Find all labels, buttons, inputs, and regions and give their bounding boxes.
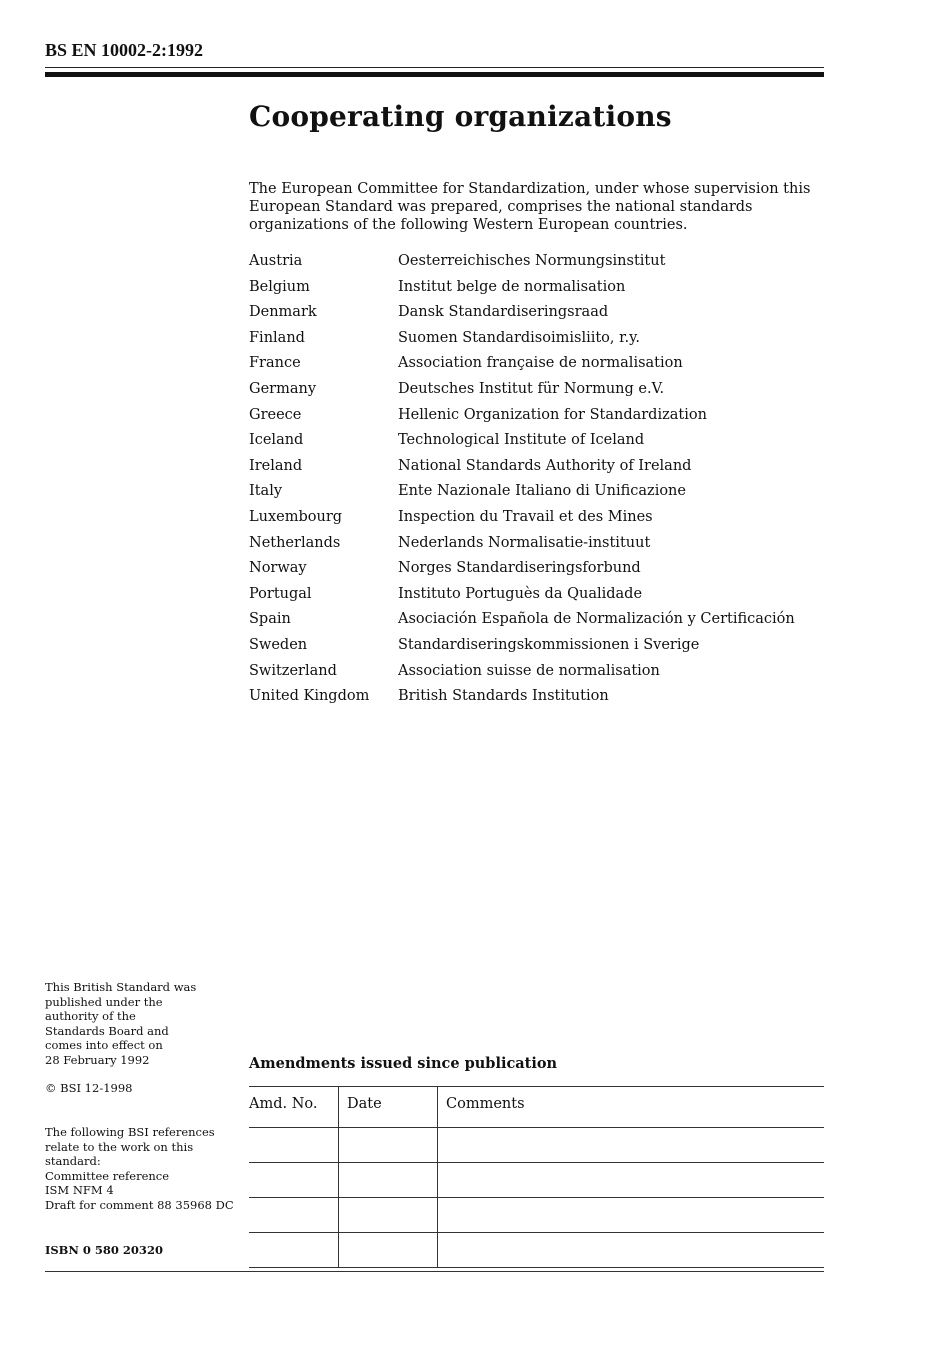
header-rule-thin: [45, 67, 824, 68]
organization-row: [249, 430, 795, 456]
organization-name: Institut belge de normalisation: [398, 278, 626, 295]
organization-row: [249, 507, 795, 533]
note-line: authority of the: [45, 1009, 136, 1024]
organization-name: Dansk Standardiseringsraad: [398, 304, 609, 321]
amendment-cell: [339, 1128, 438, 1163]
amendment-cell: [438, 1163, 825, 1198]
organization-list: [249, 251, 795, 712]
organization-name: Standardiseringskommissionen i Sverige: [398, 636, 700, 653]
organization-row: [249, 277, 795, 303]
country-name: Luxembourg: [249, 508, 343, 525]
organization-row: [249, 353, 795, 379]
organization-name: Nederlands Normalisatie-instituut: [398, 534, 651, 551]
country-name: Germany: [249, 380, 317, 397]
country-name: Netherlands: [249, 534, 341, 551]
organization-row: [249, 584, 795, 610]
organization-name: Deutsches Institut für Normung e.V.: [398, 380, 665, 397]
amendment-row: [249, 1163, 824, 1198]
note-line: published under the: [45, 994, 163, 1009]
country-name: United Kingdom: [249, 688, 370, 705]
organization-name: Hellenic Organization for Standardization: [398, 406, 707, 423]
intro-paragraph: The European Committee for Standardization, under whose supervision this European Standard was prepared, comprises the national standards organizations of the following Western European countries.: [249, 181, 811, 233]
amendment-row: [249, 1128, 824, 1163]
note-line: relate to the work on this: [45, 1139, 194, 1154]
amendment-cell: [438, 1233, 825, 1268]
organization-name: Ente Nazionale Italiano di Unificazione: [398, 483, 686, 500]
country-name: Italy: [249, 483, 283, 500]
organization-name: National Standards Authority of Ireland: [398, 457, 692, 474]
organization-row: [249, 302, 795, 328]
amendment-cell: [438, 1198, 825, 1233]
column-comments: Comments: [438, 1087, 825, 1128]
amendment-cell: [249, 1163, 339, 1198]
note-line: ISM NFM 4: [45, 1183, 114, 1198]
country-name: France: [249, 355, 301, 372]
organization-name: Association française de normalisation: [398, 355, 683, 372]
note-line: 28 February 1992: [45, 1052, 150, 1067]
organization-name: Suomen Standardisoimisliito, r.y.: [398, 329, 640, 346]
bsi-references: [45, 1125, 235, 1213]
organization-row: [249, 481, 795, 507]
organization-row: [249, 558, 795, 584]
amendment-cell: [249, 1198, 339, 1233]
amendments-table: [249, 1086, 824, 1268]
note-line: standard:: [45, 1154, 101, 1169]
country-name: Finland: [249, 329, 305, 346]
amendment-cell: [249, 1233, 339, 1268]
country-name: Spain: [249, 611, 291, 628]
country-name: Greece: [249, 406, 302, 423]
header-rule-thick: [45, 72, 824, 77]
amendment-row: [249, 1198, 824, 1233]
organization-row: [249, 251, 795, 277]
note-line: The following BSI references: [45, 1125, 215, 1139]
footer-rule: [45, 1271, 824, 1272]
organization-row: [249, 379, 795, 405]
organization-row: [249, 456, 795, 482]
organization-name: Association suisse de normalisation: [398, 662, 660, 679]
note-line: This British Standard was: [45, 980, 197, 994]
publication-note: [45, 980, 235, 1068]
organization-row: [249, 686, 795, 712]
amendments-heading: Amendments issued since publication: [249, 1055, 558, 1072]
amendment-cell: [339, 1163, 438, 1198]
country-name: Switzerland: [249, 662, 337, 679]
column-amd-no: Amd. No.: [249, 1087, 339, 1128]
amendment-row: [249, 1233, 824, 1268]
organization-row: [249, 609, 795, 635]
column-date: Date: [339, 1087, 438, 1128]
organization-name: Instituto Portuguès da Qualidade: [398, 585, 643, 602]
organization-row: [249, 661, 795, 687]
country-name: Portugal: [249, 585, 312, 602]
copyright-note: © BSI 12-1998: [45, 1081, 133, 1095]
country-name: Iceland: [249, 432, 304, 449]
note-line: Committee reference: [45, 1168, 170, 1183]
organization-name: Oesterreichisches Normungsinstitut: [398, 253, 666, 269]
country-name: Norway: [249, 560, 307, 577]
organization-row: [249, 635, 795, 661]
note-line: Standards Board and: [45, 1023, 169, 1038]
isbn-number: ISBN 0 580 20320: [45, 1243, 163, 1257]
country-name: Belgium: [249, 278, 310, 295]
organization-row: [249, 405, 795, 431]
amendment-cell: [249, 1128, 339, 1163]
note-line: Draft for comment 88 35968 DC: [45, 1197, 234, 1212]
country-name: Sweden: [249, 636, 308, 653]
amendment-cell: [438, 1128, 825, 1163]
organization-name: Asociación Española de Normalización y Certificación: [398, 611, 795, 628]
amendment-cell: [339, 1198, 438, 1233]
amendment-cell: [339, 1233, 438, 1268]
page-title: Cooperating organizations: [249, 100, 672, 133]
organization-name: Inspection du Travail et des Mines: [398, 508, 653, 525]
country-name: Ireland: [249, 457, 303, 474]
organization-row: [249, 328, 795, 354]
country-name: Denmark: [249, 304, 317, 321]
country-name: Austria: [249, 253, 303, 269]
organization-name: Norges Standardiseringsforbund: [398, 560, 641, 577]
organization-name: Technological Institute of Iceland: [398, 432, 645, 449]
document-id: BS EN 10002-2:1992: [45, 40, 204, 60]
organization-name: British Standards Institution: [398, 688, 609, 705]
note-line: comes into effect on: [45, 1038, 163, 1053]
amendments-header-row: [249, 1087, 824, 1128]
organization-row: [249, 533, 795, 559]
